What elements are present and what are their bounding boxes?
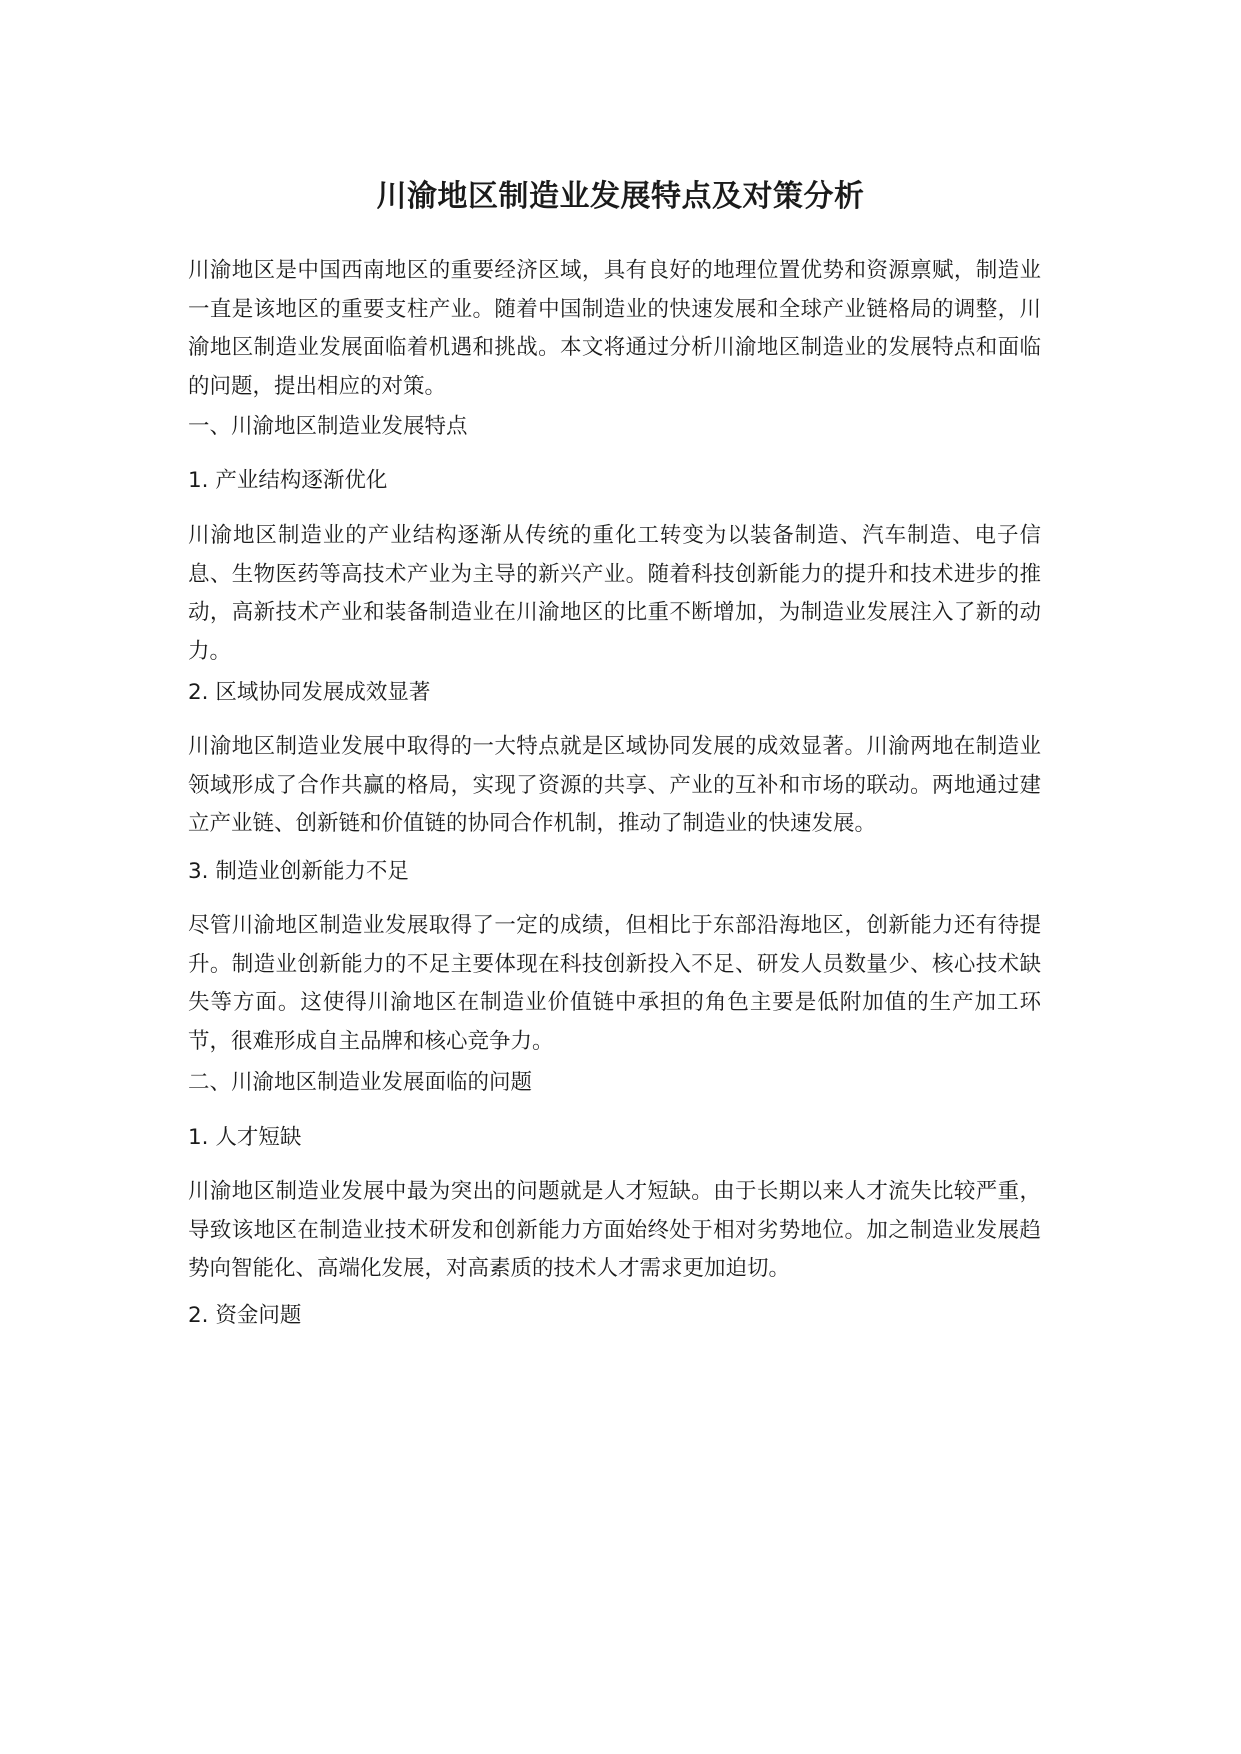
subsection-1-2-paragraph: 川渝地区制造业发展中取得的一大特点就是区域协同发展的成效显著。川渝两地在制造业领域形成了合作共赢的格局，实现了资源的共享、产业的互补和市场的联动。两地通过建立产业链、创新链和价值链的协同合作机制，推动了制造业的快速发展。: [188, 734, 1041, 836]
subsection-2-1-paragraph: 川渝地区制造业发展中最为突出的问题就是人才短缺。由于长期以来人才流失比较严重，导致该地区在制造业技术研发和创新能力方面始终处于相对劣势地位。加之制造业发展趋势向智能化、高端化发展，对高素质的技术人才需求更加迫切。: [188, 1179, 1041, 1281]
document-title: 川渝地区制造业发展特点及对策分析: [376, 179, 865, 214]
subsection-2-1-heading: 1. 人才短缺: [188, 1125, 302, 1150]
subsection-1-3-heading: 3. 制造业创新能力不足: [188, 859, 409, 884]
section-1-heading: 一、川渝地区制造业发展特点: [188, 414, 468, 439]
subsection-1-1-heading: 1. 产业结构逐渐优化: [188, 468, 388, 493]
section-2-heading: 二、川渝地区制造业发展面临的问题: [188, 1070, 533, 1095]
subsection-2-2-heading: 2. 资金问题: [188, 1303, 302, 1328]
subsection-1-2-heading: 2. 区域协同发展成效显著: [188, 680, 431, 705]
subsection-1-3-paragraph: 尽管川渝地区制造业发展取得了一定的成绩，但相比于东部沿海地区，创新能力还有待提升。制造业创新能力的不足主要体现在科技创新投入不足、研发人员数量少、核心技术缺失等方面。这使得川渝地区在制造业价值链中承担的角色主要是低附加值的生产加工环节，很难形成自主品牌和核心竞争力。: [188, 913, 1041, 1054]
subsection-1-1-paragraph: 川渝地区制造业的产业结构逐渐从传统的重化工转变为以装备制造、汽车制造、电子信息、生物医药等高技术产业为主导的新兴产业。随着科技创新能力的提升和技术进步的推动，高新技术产业和装备制造业在川渝地区的比重不断增加，为制造业发展注入了新的动力。: [188, 523, 1041, 664]
intro-paragraph: 川渝地区是中国西南地区的重要经济区域，具有良好的地理位置优势和资源禀赋，制造业一直是该地区的重要支柱产业。随着中国制造业的快速发展和全球产业链格局的调整，川渝地区制造业发展面临着机遇和挑战。本文将通过分析川渝地区制造业的发展特点和面临的问题，提出相应的对策。: [188, 258, 1041, 399]
